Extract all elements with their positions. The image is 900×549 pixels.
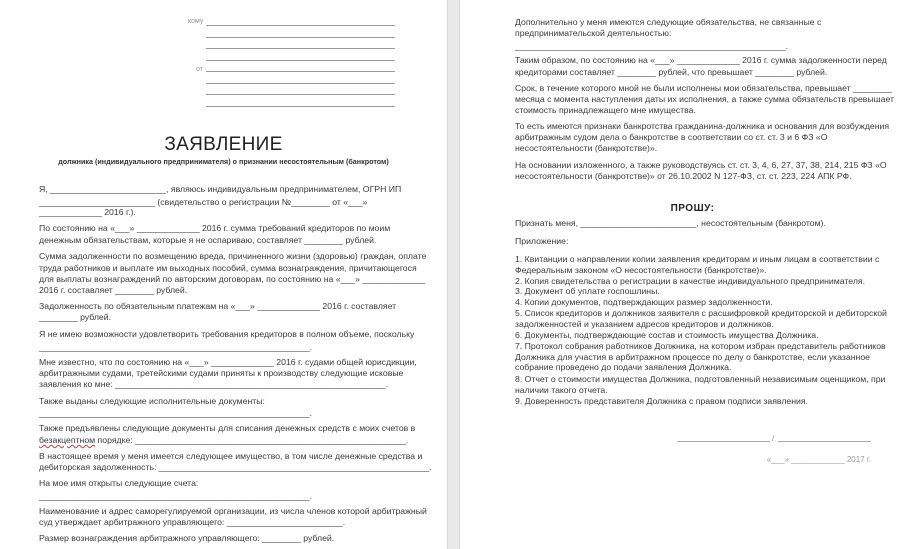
text-line: ________________________ (свидетельство о регистрации №________ от «___» (39, 197, 368, 207)
text-line: Я, ________________________, являюсь индивидуальным предпринимателем, ОГРН ИП (39, 184, 402, 194)
attachment-item: 2. Копия свидетельства о регистрации в качестве индивидуального предпринимателя. (515, 276, 866, 286)
attachment-item: 8. Отчет о стоимости имущества Должника, подготовленный независимым оценщиком, при (515, 374, 886, 384)
text-line: труда работников и выплате им выходных пособий, сумма вознаграждения, причитающегося (39, 263, 417, 273)
text-line: ________________________________________________________. (39, 408, 312, 418)
text-line: арбитражным судом дела о банкротстве в соответствии со ст. ст. 3 и 6 ФЗ «О (515, 132, 828, 142)
text-line: Наименование и адрес саморегулируемой организации, из числа членов которой арбитражный (39, 506, 427, 516)
attachment-item: 1. Квитанции о направлении копии заявления кредиторам и иным лицам в соответствии с (515, 254, 880, 264)
text-line: Дополнительно у меня имеются следующие обязательства, не связанные с (515, 17, 822, 27)
text-line: Срок, в течение которого мной не были исполнены мои обязательства, превышает ________ (515, 83, 892, 93)
text-line: То есть имеются признаки банкротства гражданина-должника и основания для возбуждения (515, 121, 890, 131)
text-line: Также выданы следующие исполнительные документы: (39, 396, 265, 406)
from-label: от (196, 66, 203, 73)
text-line: несостоятельности (банкротстве)». (515, 143, 658, 153)
text-line: Сумма задолженности по возмещению вреда, причиненного жизни (здоровью) граждан, оплате (39, 251, 427, 261)
document-title: ЗАЯВЛЕНИЕ (164, 134, 283, 155)
text-line: денежным обязательствам, которые я не оспариваю, составляет ________ рублей. (39, 235, 377, 245)
name-line (778, 441, 871, 442)
text-line: Также предъявлены следующие документы для списания денежных средств с моих счетов в (39, 423, 416, 433)
addressee-line (206, 48, 395, 49)
signature-line (677, 441, 770, 442)
text-line: арбитражными судами, третейскими судами приняты к производству следующие исковые (39, 368, 404, 378)
text-line: На мое имя открыты следующие счета: (39, 478, 199, 488)
to-label: кому (188, 18, 204, 25)
attachment-item: 4. Копии документов, подтверждающих размер задолженности. (515, 297, 773, 307)
text-line: По состоянию на «___» _____________ 2016 г. сумма требований кредиторов по моим (39, 223, 391, 233)
text-line (39, 435, 408, 446)
text-line: Задолженность по обязательным платежам на «___» _____________ 2016 г. составляет (39, 301, 397, 311)
page-separator (447, 0, 460, 549)
text-line: ________________________________________________________. (39, 342, 312, 352)
sender-line (206, 94, 395, 95)
text-line: В настоящее время у меня имеется следующее имущество, в том числе денежные средства и (39, 451, 423, 461)
text-line: ________________________________________________________. (515, 41, 788, 51)
addressee-line (206, 25, 395, 26)
text-line: стоимость принадлежащего мне имущества. (515, 105, 696, 115)
text-line: На основании изложенного, а также руководствуясь ст. ст. 3, 4, 6, 27, 37, 38, 214, 215 ФЗ «О (515, 160, 887, 170)
text-line: 2016 г. составляет ________ рублей. (39, 285, 188, 295)
sender-line (206, 83, 395, 84)
addressee-line (206, 60, 395, 61)
text-line: Признать меня, ________________________, несостоятельным (банкротом). (515, 218, 826, 228)
document-page-1 (0, 0, 447, 549)
document-subtitle: должника (индивидуального предпринимателя) о признании несостоятельным (банкротом) (58, 157, 389, 166)
text-line: Мне известно, что по состоянию на «___» _____________ 2016 г. судами общей юрисдикции, (39, 357, 417, 367)
request-heading: ПРОШУ: (670, 203, 715, 214)
attachments-label: Приложение: (515, 236, 569, 246)
text-line: Таким образом, по состоянию на «___» _____________ 2016 г. сумма задолженности перед (515, 55, 887, 65)
attachment-item: задолженностей и указанием адресов кредиторов и должников. (515, 319, 774, 329)
text-line: для выплаты вознаграждений по авторским договорам, по состоянию на «___» _____________ (39, 274, 426, 284)
attachment-item: Федеральным законом «О несостоятельности (банкротстве)». (515, 265, 767, 275)
text-line: кредиторами составляет ________ рублей, что превышает ________ рублей. (515, 67, 828, 77)
text-line: несостоятельности (банкротстве)» от 26.10.2002 N 127-ФЗ, ст. ст. 223, 224 АПК РФ. (515, 171, 852, 181)
attachment-item: собрание проведено до подачи заявления Должника. (515, 362, 732, 372)
attachment-item: Должника для участия в арбитражном процессе по делу о банкротстве, если указанное (515, 352, 870, 362)
text-line: ________________________________________________________. (39, 491, 312, 501)
signature-separator: / (772, 434, 775, 443)
text-line: месяца с момента наступления даты их исполнения, а также сумма обязательств превышает (515, 94, 894, 104)
text-line: дебиторская задолженность: ________________________________________________________. (39, 462, 432, 472)
signature-date: «___» ____________ 2017 г. (766, 455, 871, 464)
text-line: суд утверждает арбитражного управляющего: ________________________. (39, 517, 346, 527)
attachment-item: 6. Документы, подтверждающие состав и стоимость имущества Должника. (515, 330, 819, 340)
text-line: предпринимательской деятельностью: (515, 28, 672, 38)
text-line: Размер вознаграждения арбитражного управляющего: ________ рублей. (39, 533, 335, 543)
text-fragment: порядке: ________________________________________________________. (95, 435, 409, 445)
text-line: _____________ 2016 г.). (39, 207, 136, 217)
attachment-item: наличии такого отчета. (515, 385, 608, 395)
sender-line (206, 106, 395, 107)
text-line: Я не имею возможности удовлетворить требования кредиторов в полном объеме, поскольку (39, 329, 415, 339)
document-page-2 (460, 0, 900, 549)
addressee-line (206, 37, 395, 38)
misspelled-word[interactable]: безакцептном (39, 435, 96, 445)
attachment-item: 3. Документ об уплате госпошлины. (515, 286, 660, 296)
attachment-item: 5. Список кредиторов и должников заявителя с расшифровкой кредиторской и дебиторской (515, 308, 887, 318)
text-line: заявления ко мне: ________________________________________________________. (39, 379, 389, 389)
attachment-item: 9. Доверенность представителя Должника с правом подписи заявления. (515, 396, 808, 406)
attachment-item: 7. Протокол собрания работников Должника, на котором избран представитель работников (515, 341, 886, 351)
sender-line (206, 71, 395, 72)
text-line: ________ рублей. (39, 312, 111, 322)
